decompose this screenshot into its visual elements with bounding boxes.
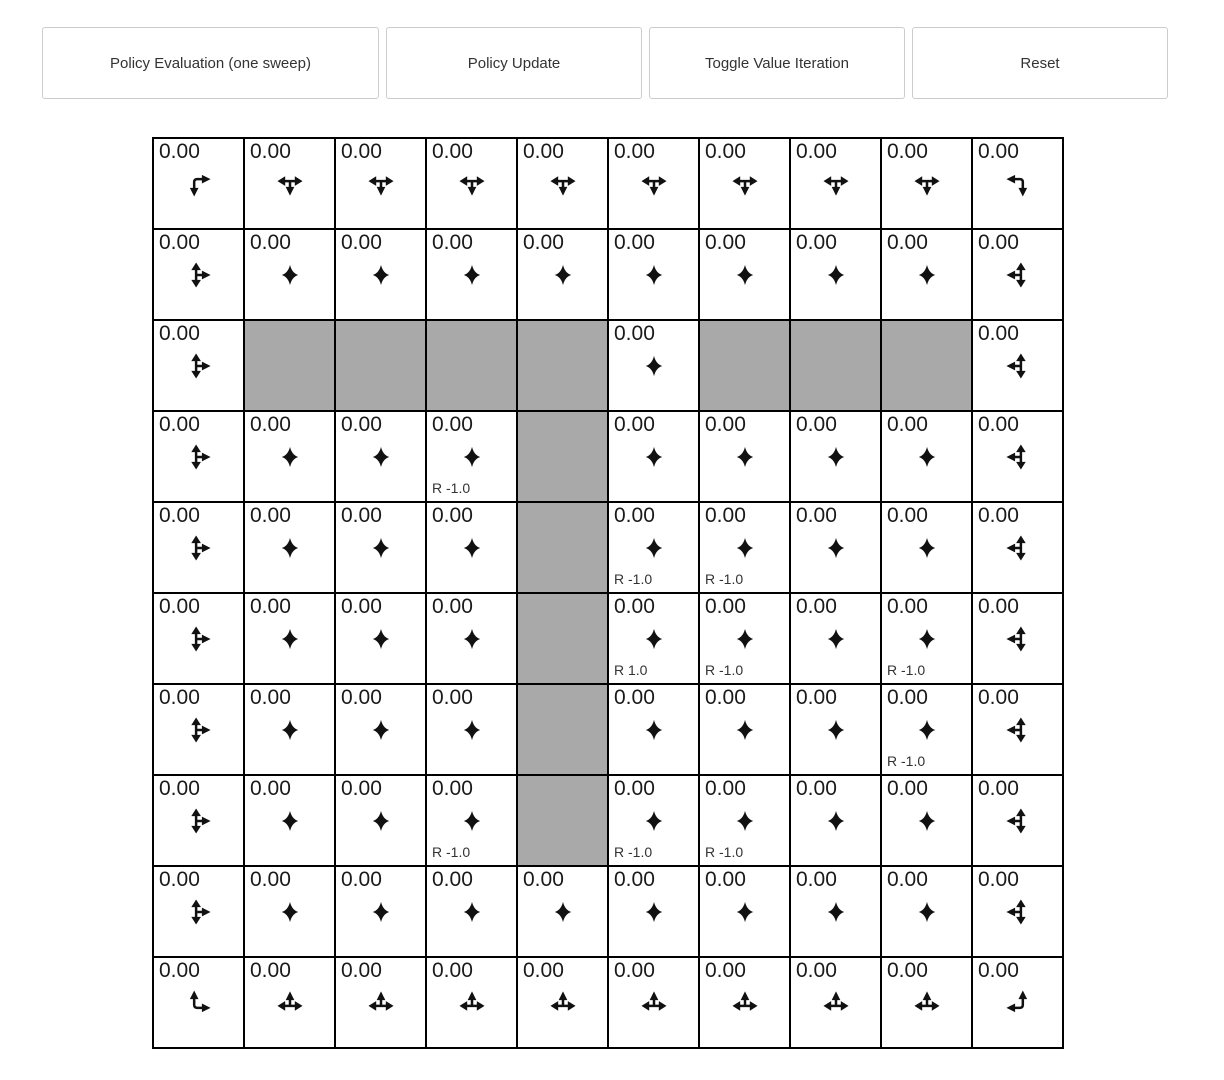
grid-cell[interactable] (790, 502, 881, 593)
policy-up-down-right-icon (185, 352, 212, 379)
grid-cell[interactable] (972, 593, 1063, 684)
grid-cell[interactable] (426, 957, 517, 1048)
cell-value: 0.00 (523, 231, 564, 254)
cell-value: 0.00 (341, 504, 382, 527)
policy-left-right-up-icon (549, 989, 576, 1016)
grid-cell[interactable] (244, 138, 335, 229)
cell-value: 0.00 (705, 868, 746, 891)
grid-cell[interactable] (244, 957, 335, 1048)
grid-cell[interactable] (517, 866, 608, 957)
grid-cell[interactable] (608, 320, 699, 411)
cell-value: 0.00 (614, 413, 655, 436)
cell-value: 0.00 (432, 868, 473, 891)
policy-all-directions-icon (458, 898, 485, 925)
cell-value: 0.00 (341, 413, 382, 436)
cell-value: 0.00 (705, 959, 746, 982)
cell-value: 0.00 (614, 868, 655, 891)
cell-value: 0.00 (796, 231, 837, 254)
grid-cell[interactable] (153, 775, 244, 866)
grid-cell[interactable] (153, 593, 244, 684)
policy-all-directions-icon (913, 807, 940, 834)
policy-all-directions-icon (276, 443, 303, 470)
cell-value: 0.00 (705, 777, 746, 800)
grid-cell-wall[interactable] (699, 320, 790, 411)
toggle-value-iteration-button[interactable]: Toggle Value Iteration (649, 27, 905, 99)
policy-all-directions-icon (367, 443, 394, 470)
cell-value: 0.00 (250, 686, 291, 709)
policy-left-right-up-icon (731, 989, 758, 1016)
cell-value: 0.00 (432, 777, 473, 800)
grid-cell[interactable] (153, 411, 244, 502)
policy-all-directions-icon (731, 898, 758, 925)
cell-value: 0.00 (614, 322, 655, 345)
policy-all-directions-icon (731, 261, 758, 288)
policy-all-directions-icon (822, 534, 849, 561)
policy-all-directions-icon (731, 443, 758, 470)
policy-all-directions-icon (367, 807, 394, 834)
grid-cell[interactable] (881, 411, 972, 502)
policy-left-right-up-icon (367, 989, 394, 1016)
policy-all-directions-icon (913, 261, 940, 288)
policy-all-directions-icon (276, 716, 303, 743)
cell-value: 0.00 (978, 686, 1019, 709)
cell-reward-label: R -1.0 (614, 844, 653, 860)
policy-all-directions-icon (458, 625, 485, 652)
cell-value: 0.00 (614, 140, 655, 163)
grid-cell[interactable] (699, 411, 790, 502)
grid-cell[interactable] (790, 684, 881, 775)
cell-value: 0.00 (887, 868, 928, 891)
cell-value: 0.00 (250, 413, 291, 436)
grid-cell[interactable] (426, 593, 517, 684)
grid-cell[interactable] (426, 138, 517, 229)
policy-up-down-left-icon (1004, 534, 1031, 561)
grid-cell[interactable] (699, 775, 790, 866)
cell-value: 0.00 (341, 231, 382, 254)
grid-cell[interactable] (153, 502, 244, 593)
cell-value: 0.00 (796, 959, 837, 982)
grid-cell-wall[interactable] (517, 684, 608, 775)
cell-value: 0.00 (432, 504, 473, 527)
grid-cell[interactable] (972, 684, 1063, 775)
grid-cell[interactable] (972, 775, 1063, 866)
grid-cell[interactable] (972, 866, 1063, 957)
cell-reward-label: R -1.0 (887, 662, 926, 678)
grid-cell[interactable] (972, 957, 1063, 1048)
grid-cell[interactable] (335, 775, 426, 866)
grid-cell[interactable] (972, 138, 1063, 229)
cell-reward-label: R -1.0 (705, 662, 744, 678)
cell-value: 0.00 (887, 413, 928, 436)
policy-all-directions-icon (640, 807, 667, 834)
policy-all-directions-icon (458, 261, 485, 288)
grid-cell[interactable] (426, 866, 517, 957)
policy-all-directions-icon (640, 352, 667, 379)
cell-reward-label: R -1.0 (432, 844, 471, 860)
policy-all-directions-icon (640, 716, 667, 743)
policy-up-down-left-icon (1004, 716, 1031, 743)
grid-cell[interactable] (790, 775, 881, 866)
policy-update-button[interactable]: Policy Update (386, 27, 642, 99)
cell-value: 0.00 (705, 686, 746, 709)
cell-value: 0.00 (978, 595, 1019, 618)
policy-all-directions-icon (731, 807, 758, 834)
grid-cell[interactable] (153, 684, 244, 775)
cell-value: 0.00 (250, 140, 291, 163)
policy-up-left-icon (1004, 989, 1031, 1016)
cell-reward-label: R -1.0 (432, 480, 471, 496)
cell-value: 0.00 (341, 595, 382, 618)
cell-value: 0.00 (796, 686, 837, 709)
grid-cell[interactable] (790, 957, 881, 1048)
cell-value: 0.00 (978, 868, 1019, 891)
grid-cell-wall[interactable] (517, 502, 608, 593)
grid-cell[interactable] (335, 502, 426, 593)
grid-cell[interactable] (699, 502, 790, 593)
grid-cell[interactable] (153, 866, 244, 957)
grid-cell[interactable] (153, 957, 244, 1048)
policy-up-down-right-icon (185, 716, 212, 743)
grid-cell[interactable] (335, 138, 426, 229)
policy-all-directions-icon (549, 261, 576, 288)
policy-up-down-right-icon (185, 443, 212, 470)
policy-up-down-left-icon (1004, 898, 1031, 925)
policy-all-directions-icon (367, 716, 394, 743)
policy-all-directions-icon (822, 807, 849, 834)
policy-all-directions-icon (458, 534, 485, 561)
policy-all-directions-icon (458, 807, 485, 834)
cell-value: 0.00 (159, 322, 200, 345)
policy-all-directions-icon (640, 898, 667, 925)
policy-all-directions-icon (276, 534, 303, 561)
cell-value: 0.00 (159, 140, 200, 163)
cell-value: 0.00 (978, 777, 1019, 800)
cell-value: 0.00 (614, 231, 655, 254)
grid-cell-wall[interactable] (335, 320, 426, 411)
policy-left-right-down-icon (367, 170, 394, 197)
policy-all-directions-icon (640, 625, 667, 652)
grid-cell[interactable] (699, 138, 790, 229)
grid-cell[interactable] (699, 684, 790, 775)
policy-up-down-right-icon (185, 898, 212, 925)
grid-cell[interactable] (608, 957, 699, 1048)
grid-cell[interactable] (244, 775, 335, 866)
policy-all-directions-icon (276, 261, 303, 288)
cell-value: 0.00 (432, 413, 473, 436)
grid-cell[interactable] (881, 502, 972, 593)
cell-value: 0.00 (250, 231, 291, 254)
grid-cell[interactable] (881, 138, 972, 229)
cell-value: 0.00 (705, 231, 746, 254)
cell-value: 0.00 (250, 868, 291, 891)
cell-value: 0.00 (887, 595, 928, 618)
cell-value: 0.00 (523, 959, 564, 982)
policy-left-right-up-icon (822, 989, 849, 1016)
policy-all-directions-icon (640, 534, 667, 561)
grid-cell[interactable] (608, 775, 699, 866)
policy-up-down-left-icon (1004, 261, 1031, 288)
cell-value: 0.00 (887, 140, 928, 163)
grid-cell[interactable] (517, 957, 608, 1048)
policy-up-down-left-icon (1004, 807, 1031, 834)
grid-cell[interactable] (426, 684, 517, 775)
policy-up-down-left-icon (1004, 352, 1031, 379)
cell-reward-label: R -1.0 (887, 753, 926, 769)
cell-value: 0.00 (796, 868, 837, 891)
policy-all-directions-icon (640, 443, 667, 470)
grid-cell[interactable] (881, 593, 972, 684)
policy-up-right-icon (185, 989, 212, 1016)
cell-value: 0.00 (432, 595, 473, 618)
policy-up-down-left-icon (1004, 443, 1031, 470)
cell-value: 0.00 (159, 777, 200, 800)
grid-cell[interactable] (335, 957, 426, 1048)
policy-all-directions-icon (367, 898, 394, 925)
grid-cell-wall[interactable] (244, 320, 335, 411)
cell-value: 0.00 (432, 231, 473, 254)
grid-cell[interactable] (244, 866, 335, 957)
grid-cell[interactable] (790, 411, 881, 502)
toolbar (42, 27, 1168, 99)
grid-cell[interactable] (972, 320, 1063, 411)
policy-left-right-down-icon (276, 170, 303, 197)
grid-cell[interactable] (244, 229, 335, 320)
grid-cell[interactable] (790, 593, 881, 684)
cell-value: 0.00 (341, 959, 382, 982)
grid-cell[interactable] (972, 502, 1063, 593)
policy-all-directions-icon (367, 261, 394, 288)
grid-cell[interactable] (608, 593, 699, 684)
policy-all-directions-icon (458, 443, 485, 470)
cell-value: 0.00 (887, 686, 928, 709)
policy-all-directions-icon (822, 716, 849, 743)
cell-value: 0.00 (887, 777, 928, 800)
cell-value: 0.00 (250, 504, 291, 527)
policy-evaluation-button[interactable]: Policy Evaluation (one sweep) (42, 27, 379, 99)
cell-value: 0.00 (341, 140, 382, 163)
cell-value: 0.00 (523, 868, 564, 891)
grid-cell[interactable] (517, 138, 608, 229)
grid-cell[interactable] (790, 229, 881, 320)
gridworld-grid (152, 137, 1064, 1049)
policy-all-directions-icon (458, 716, 485, 743)
grid-cell-wall[interactable] (790, 320, 881, 411)
policy-all-directions-icon (549, 898, 576, 925)
cell-value: 0.00 (796, 777, 837, 800)
grid-cell-wall[interactable] (517, 593, 608, 684)
grid-cell[interactable] (699, 593, 790, 684)
grid-cell[interactable] (699, 229, 790, 320)
policy-all-directions-icon (276, 625, 303, 652)
cell-value: 0.00 (705, 504, 746, 527)
policy-all-directions-icon (731, 716, 758, 743)
cell-value: 0.00 (705, 140, 746, 163)
policy-all-directions-icon (822, 898, 849, 925)
policy-all-directions-icon (731, 534, 758, 561)
policy-all-directions-icon (913, 443, 940, 470)
policy-left-right-down-icon (731, 170, 758, 197)
cell-reward-label: R -1.0 (614, 571, 653, 587)
grid-cell[interactable] (972, 229, 1063, 320)
policy-up-down-left-icon (1004, 625, 1031, 652)
policy-up-down-right-icon (185, 625, 212, 652)
grid-cell[interactable] (244, 593, 335, 684)
grid-cell[interactable] (335, 229, 426, 320)
grid-cell[interactable] (335, 411, 426, 502)
policy-up-down-right-icon (185, 807, 212, 834)
policy-all-directions-icon (913, 625, 940, 652)
policy-all-directions-icon (640, 261, 667, 288)
cell-value: 0.00 (250, 777, 291, 800)
grid-cell[interactable] (244, 502, 335, 593)
grid-cell-wall[interactable] (426, 320, 517, 411)
cell-value: 0.00 (614, 595, 655, 618)
cell-reward-label: R -1.0 (705, 571, 744, 587)
cell-value: 0.00 (705, 595, 746, 618)
cell-value: 0.00 (887, 231, 928, 254)
policy-all-directions-icon (822, 261, 849, 288)
grid-cell[interactable] (881, 957, 972, 1048)
cell-value: 0.00 (432, 686, 473, 709)
cell-value: 0.00 (887, 959, 928, 982)
grid-cell[interactable] (608, 866, 699, 957)
grid-cell[interactable] (335, 684, 426, 775)
cell-value: 0.00 (341, 686, 382, 709)
grid-cell[interactable] (881, 866, 972, 957)
cell-value: 0.00 (159, 959, 200, 982)
cell-value: 0.00 (614, 504, 655, 527)
cell-value: 0.00 (614, 959, 655, 982)
cell-value: 0.00 (432, 959, 473, 982)
policy-left-right-down-icon (913, 170, 940, 197)
cell-value: 0.00 (341, 777, 382, 800)
grid-cell[interactable] (881, 775, 972, 866)
grid-cell[interactable] (153, 138, 244, 229)
policy-left-right-down-icon (458, 170, 485, 197)
cell-value: 0.00 (887, 504, 928, 527)
policy-all-directions-icon (367, 625, 394, 652)
cell-value: 0.00 (159, 686, 200, 709)
policy-all-directions-icon (913, 898, 940, 925)
cell-value: 0.00 (796, 413, 837, 436)
grid-cell[interactable] (699, 957, 790, 1048)
cell-value: 0.00 (796, 595, 837, 618)
grid-cell[interactable] (335, 593, 426, 684)
policy-left-down-icon (1004, 170, 1031, 197)
cell-value: 0.00 (159, 504, 200, 527)
policy-up-down-right-icon (185, 261, 212, 288)
grid-cell[interactable] (972, 411, 1063, 502)
cell-value: 0.00 (978, 140, 1019, 163)
policy-left-right-down-icon (549, 170, 576, 197)
policy-all-directions-icon (913, 716, 940, 743)
cell-value: 0.00 (250, 959, 291, 982)
grid-cell-wall[interactable] (517, 320, 608, 411)
grid-cell[interactable] (608, 229, 699, 320)
policy-left-right-up-icon (640, 989, 667, 1016)
cell-value: 0.00 (614, 686, 655, 709)
cell-reward-label: R 1.0 (614, 662, 648, 678)
cell-value: 0.00 (523, 140, 564, 163)
policy-all-directions-icon (367, 534, 394, 561)
policy-left-right-down-icon (640, 170, 667, 197)
grid-cell[interactable] (426, 775, 517, 866)
policy-up-down-right-icon (185, 534, 212, 561)
policy-all-directions-icon (276, 898, 303, 925)
grid-cell[interactable] (244, 684, 335, 775)
policy-right-down-icon (185, 170, 212, 197)
grid-cell[interactable] (244, 411, 335, 502)
cell-value: 0.00 (432, 140, 473, 163)
policy-all-directions-icon (276, 807, 303, 834)
cell-value: 0.00 (341, 868, 382, 891)
cell-value: 0.00 (978, 959, 1019, 982)
cell-value: 0.00 (978, 231, 1019, 254)
policy-left-right-up-icon (276, 989, 303, 1016)
grid-cell[interactable] (608, 684, 699, 775)
reset-button[interactable]: Reset (912, 27, 1168, 99)
cell-value: 0.00 (978, 413, 1019, 436)
cell-value: 0.00 (159, 231, 200, 254)
grid-cell[interactable] (608, 502, 699, 593)
grid-cell[interactable] (608, 138, 699, 229)
grid-cell-wall[interactable] (517, 411, 608, 502)
policy-all-directions-icon (731, 625, 758, 652)
grid-cell[interactable] (517, 229, 608, 320)
cell-value: 0.00 (159, 413, 200, 436)
cell-value: 0.00 (796, 140, 837, 163)
policy-all-directions-icon (822, 625, 849, 652)
cell-value: 0.00 (705, 413, 746, 436)
cell-value: 0.00 (159, 868, 200, 891)
cell-reward-label: R -1.0 (705, 844, 744, 860)
policy-all-directions-icon (913, 534, 940, 561)
grid-cell[interactable] (153, 229, 244, 320)
grid-cell[interactable] (881, 229, 972, 320)
grid-cell[interactable] (426, 229, 517, 320)
policy-all-directions-icon (822, 443, 849, 470)
grid-cell[interactable] (426, 502, 517, 593)
cell-value: 0.00 (796, 504, 837, 527)
grid-cell[interactable] (881, 684, 972, 775)
grid-cell[interactable] (608, 411, 699, 502)
grid-cell[interactable] (426, 411, 517, 502)
policy-left-right-up-icon (458, 989, 485, 1016)
policy-left-right-up-icon (913, 989, 940, 1016)
grid-cell[interactable] (790, 138, 881, 229)
cell-value: 0.00 (978, 322, 1019, 345)
cell-value: 0.00 (614, 777, 655, 800)
cell-value: 0.00 (250, 595, 291, 618)
grid-cell[interactable] (699, 866, 790, 957)
grid-cell[interactable] (335, 866, 426, 957)
grid-cell[interactable] (153, 320, 244, 411)
grid-cell-wall[interactable] (881, 320, 972, 411)
cell-value: 0.00 (978, 504, 1019, 527)
policy-left-right-down-icon (822, 170, 849, 197)
grid-cell-wall[interactable] (517, 775, 608, 866)
cell-value: 0.00 (159, 595, 200, 618)
grid-cell[interactable] (790, 866, 881, 957)
